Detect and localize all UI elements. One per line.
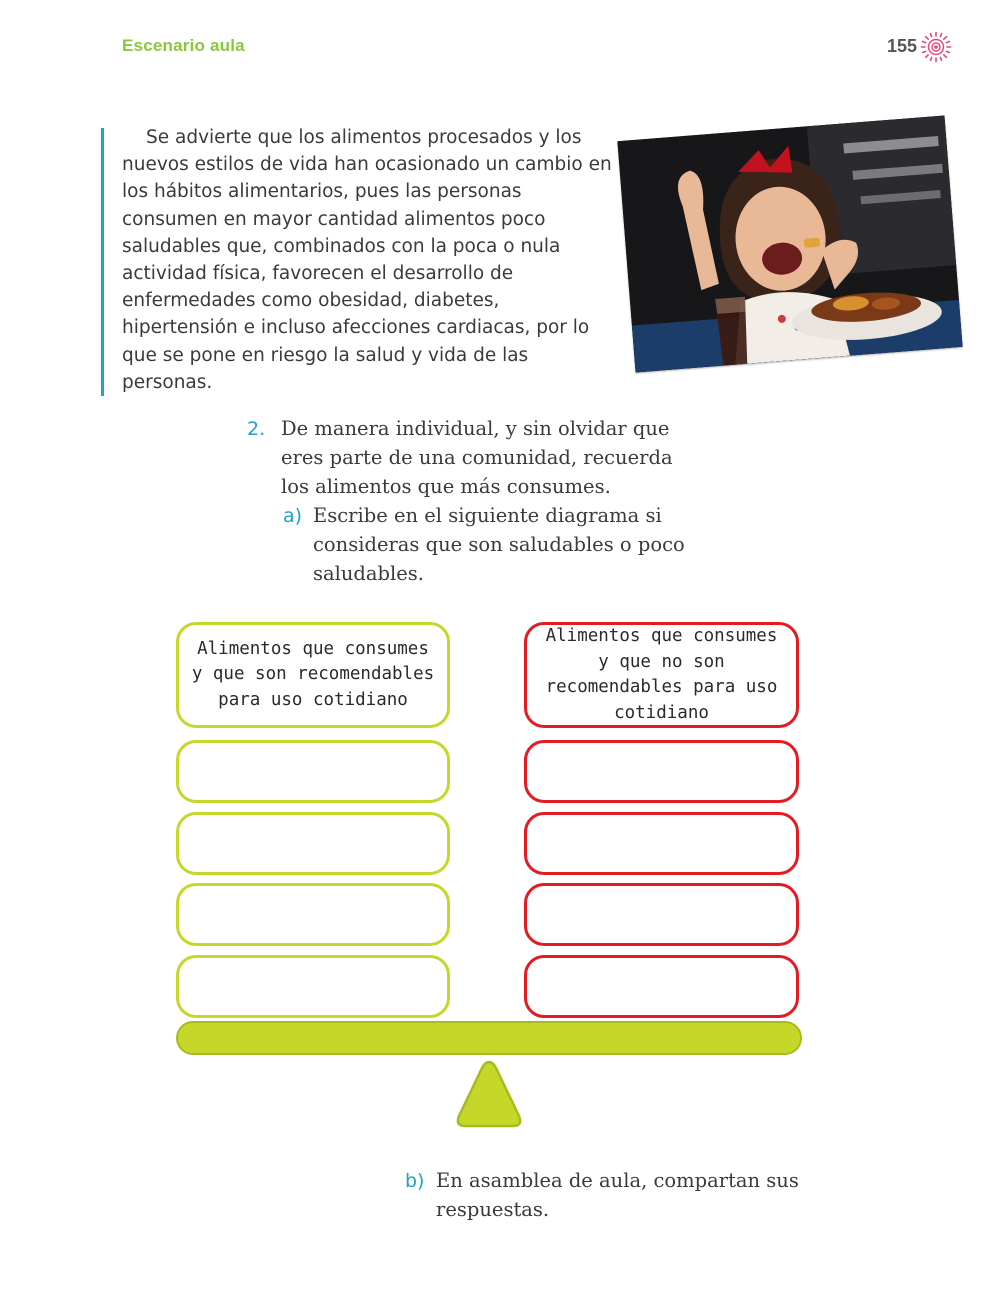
right-title-box: [524, 622, 799, 728]
left-answer-box-3[interactable]: [176, 883, 450, 946]
page-number: 155: [887, 36, 918, 56]
right-answer-box-4[interactable]: [524, 955, 799, 1018]
left-title-box: [176, 622, 450, 728]
sun-icon: [920, 31, 952, 63]
right-answer-box-3[interactable]: [524, 883, 799, 946]
photo-girl-eating: [617, 115, 962, 372]
sub-item-b-text: En asamblea de aula, compartan sus respuestas.: [436, 1169, 799, 1221]
sub-item-a-label: a): [283, 505, 303, 527]
left-answer-box-1[interactable]: [176, 740, 450, 803]
side-rule: [101, 128, 104, 396]
right-answer-box-2[interactable]: [524, 812, 799, 875]
sub-item-b-label: b): [405, 1170, 425, 1192]
sub-item-a-text: Escribe en el siguiente diagrama si consideras que son saludables o poco saludables.: [313, 504, 685, 585]
left-title-text: Alimentos que consumes y que son recomendables para uso cotidiano: [191, 638, 435, 710]
balance-beam: [176, 1021, 802, 1055]
balance-fulcrum: [453, 1056, 525, 1132]
right-title-text: Alimentos que consumes y que no son recomendables para uso cotidiano: [545, 626, 778, 723]
intro-paragraph: Se advierte que los alimentos procesados y los nuevos estilos de vida han ocasionado un cambio en los hábitos alimentarios, pues las personas consumen en mayor cantidad alimentos poco saludables que, combinados con la poca o nula actividad física, favorecen el desarrollo de enfermedades como obesidad, diabetes, hipertensión e incluso afecciones cardiacas, por lo que se pone en riesgo la salud y vida de las personas.: [122, 127, 612, 393]
left-answer-box-2[interactable]: [176, 812, 450, 875]
activity-text: De manera individual, y sin olvidar que eres parte de una comunidad, recuerda los alimentos que más consumes.: [281, 417, 673, 498]
left-answer-box-4[interactable]: [176, 955, 450, 1018]
right-answer-box-1[interactable]: [524, 740, 799, 803]
activity-number: 2.: [247, 418, 266, 440]
section-title: Escenario aula: [122, 36, 245, 55]
